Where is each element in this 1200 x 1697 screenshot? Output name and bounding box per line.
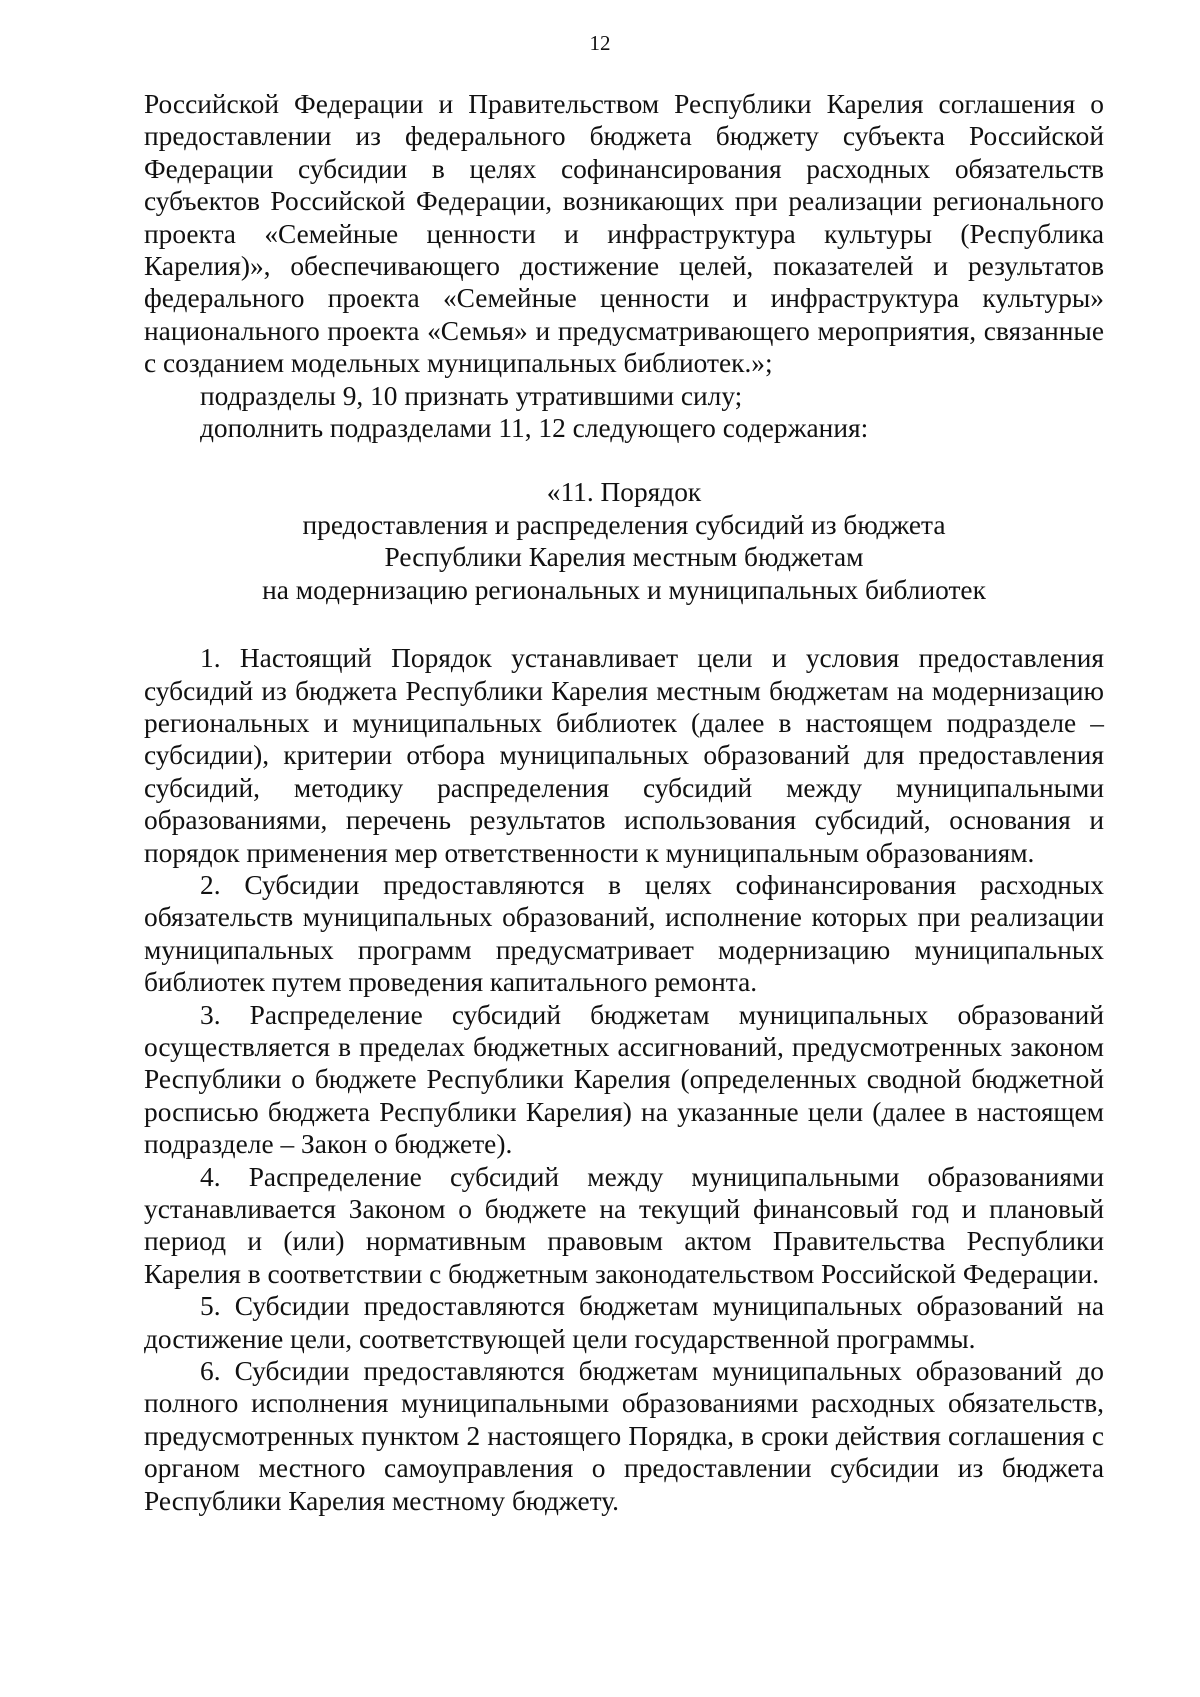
section-heading <box>144 476 1104 606</box>
numbered-item-6: 6. Субсидии предоставляются бюджетам муниципальных образований до полного исполнения муниципальными образованиями расходных обязательств, предусмотренных пунктом 2 настоящего Порядка, в сроки действия соглашения с органом местного самоуправления о предоставлении субсидии из бюджета Республики Карелия местному бюджету. <box>144 1356 1104 1516</box>
numbered-item-4: 4. Распределение субсидий между муниципальными образованиями устанавливается Законом о бюджете на текущий финансовый год и плановый период и (или) нормативным правовым актом Правительства Республики Карелия в соответствии с бюджетным законодательством Российской Федерации. <box>144 1161 1104 1289</box>
page-number: 12 <box>589 31 611 55</box>
document-body <box>144 88 1104 1517</box>
numbered-item-3: 3. Распределение субсидий бюджетам муниципальных образований осуществляется в пределах бюджетных ассигнований, предусмотренных законом Республики о бюджете Республики Карелия (определенных сводной бюджетной росписью бюджета Республики Карелия) на указанные цели (далее в настоящем подразделе – Закон о бюджете). <box>144 999 1104 1160</box>
section-heading-line: на модернизацию региональных и муниципальных библиотек <box>262 574 986 605</box>
numbered-item-1: 1. Настоящий Порядок устанавливает цели и условия предоставления субсидий из бюджета Республики Карелия местным бюджетам на модернизацию региональных и муниципальных библиотек (далее в настоящем подразделе – субсидии), критерии отбора муниципальных образований для предоставления субсидий, методику распределения субсидий между муниципальными образованиями, перечень результатов использования субсидий, основания и порядок применения мер ответственности к муниципальным образованиям. <box>144 643 1104 868</box>
intro-paragraph-continuation: Российской Федерации и Правительством Республики Карелия соглашения о предоставлении из федерального бюджета бюджету субъекта Российской Федерации субсидии в целях софинансирования расходных обязательств субъектов Российской Федерации, возникающих при реализации регионального проекта «Семейные ценности и инфраструктура культуры (Республика Карелия)», обеспечивающего достижение целей, показателей и результатов федерального проекта «Семейные ценности и инфраструктура культуры» национального проекта «Семья» и предусматривающего мероприятия, связанные с созданием модельных муниципальных библиотек.»; <box>144 89 1104 379</box>
intro-paragraph-supplement: дополнить подразделами 11, 12 следующего содержания: <box>200 413 869 444</box>
numbered-item-5: 5. Субсидии предоставляются бюджетам муниципальных образований на достижение цели, соответствующей цели государственной программы. <box>144 1291 1104 1354</box>
intro-paragraph-repeal: подразделы 9, 10 признать утратившими силу; <box>200 380 743 411</box>
section-heading-line: Республики Карелия местным бюджетам <box>384 542 864 573</box>
section-heading-line: предоставления и распределения субсидий из бюджета <box>302 509 946 540</box>
section-heading-line: «11. Порядок <box>546 477 702 508</box>
numbered-item-2: 2. Субсидии предоставляются в целях софинансирования расходных обязательств муниципальных образований, исполнение которых при реализации муниципальных программ предусматривает модернизацию муниципальных библиотек путем проведения капитального ремонта. <box>144 869 1104 998</box>
